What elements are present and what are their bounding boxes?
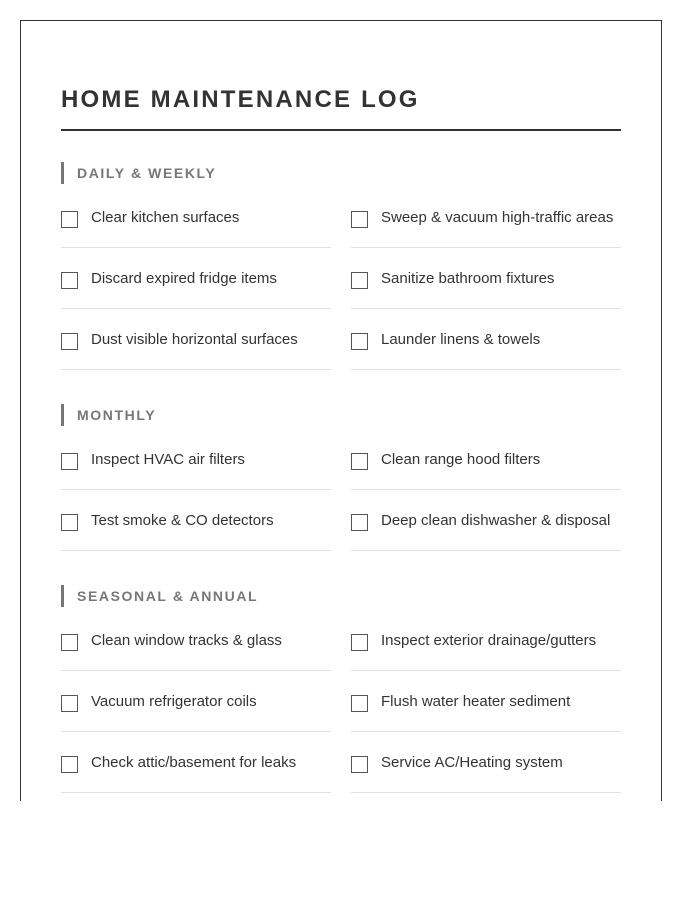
checklist-item[interactable] bbox=[351, 187, 621, 248]
item-label: Vacuum refrigerator coils bbox=[91, 693, 257, 710]
checkbox[interactable] bbox=[351, 272, 368, 289]
checkbox[interactable] bbox=[61, 756, 78, 773]
section-monthly bbox=[61, 404, 621, 529]
item-label: Inspect HVAC air filters bbox=[91, 451, 245, 468]
checklist-item[interactable] bbox=[61, 671, 331, 732]
item-label: Inspect exterior drainage/gutters bbox=[381, 632, 597, 649]
checklist-item[interactable] bbox=[351, 429, 621, 490]
checkbox[interactable] bbox=[351, 333, 368, 350]
item-label: Discard expired fridge items bbox=[91, 270, 277, 287]
checklist-item[interactable] bbox=[351, 309, 621, 370]
section-seasonal-annual bbox=[61, 585, 621, 771]
section-daily-weekly bbox=[61, 162, 621, 348]
checklist-item[interactable] bbox=[61, 248, 331, 309]
title-divider bbox=[61, 129, 621, 131]
checkbox[interactable] bbox=[351, 756, 368, 773]
item-label: Flush water heater sediment bbox=[381, 693, 571, 710]
checkbox[interactable] bbox=[61, 333, 78, 350]
checklist-item[interactable] bbox=[61, 187, 331, 248]
item-label: Clean window tracks & glass bbox=[91, 632, 282, 649]
checkbox[interactable] bbox=[351, 514, 368, 531]
section-header: SEASONAL & ANNUAL bbox=[61, 585, 621, 607]
checklist-item[interactable] bbox=[61, 732, 331, 793]
section-header: DAILY & WEEKLY bbox=[61, 162, 621, 184]
item-label: Sweep & vacuum high-traffic areas bbox=[381, 209, 614, 226]
checkbox[interactable] bbox=[351, 634, 368, 651]
section-header: MONTHLY bbox=[61, 404, 621, 426]
checklist-item[interactable] bbox=[351, 490, 621, 551]
item-label: Check attic/basement for leaks bbox=[91, 754, 297, 771]
checkbox[interactable] bbox=[61, 634, 78, 651]
item-label: Dust visible horizontal surfaces bbox=[91, 331, 298, 348]
checklist-item[interactable] bbox=[61, 610, 331, 671]
checklist-item[interactable] bbox=[351, 248, 621, 309]
checkbox[interactable] bbox=[61, 695, 78, 712]
maintenance-log-page bbox=[20, 20, 662, 801]
item-label: Launder linens & towels bbox=[381, 331, 541, 348]
checkbox[interactable] bbox=[61, 211, 78, 228]
checkbox[interactable] bbox=[351, 695, 368, 712]
item-label: Deep clean dishwasher & disposal bbox=[381, 512, 611, 529]
checklist-item[interactable] bbox=[61, 309, 331, 370]
checklist-item[interactable] bbox=[61, 429, 331, 490]
item-label: Service AC/Heating system bbox=[381, 754, 563, 771]
checkbox[interactable] bbox=[61, 514, 78, 531]
checklist-item[interactable] bbox=[351, 671, 621, 732]
item-label: Test smoke & CO detectors bbox=[91, 512, 274, 529]
checklist-item[interactable] bbox=[61, 490, 331, 551]
item-label: Clean range hood filters bbox=[381, 451, 541, 468]
checkbox[interactable] bbox=[351, 211, 368, 228]
checkbox[interactable] bbox=[351, 453, 368, 470]
page-title: HOME MAINTENANCE LOG bbox=[61, 86, 420, 113]
checklist-item[interactable] bbox=[351, 732, 621, 793]
checkbox[interactable] bbox=[61, 453, 78, 470]
item-label: Clear kitchen surfaces bbox=[91, 209, 240, 226]
checklist-item[interactable] bbox=[351, 610, 621, 671]
item-label: Sanitize bathroom fixtures bbox=[381, 270, 555, 287]
checkbox[interactable] bbox=[61, 272, 78, 289]
